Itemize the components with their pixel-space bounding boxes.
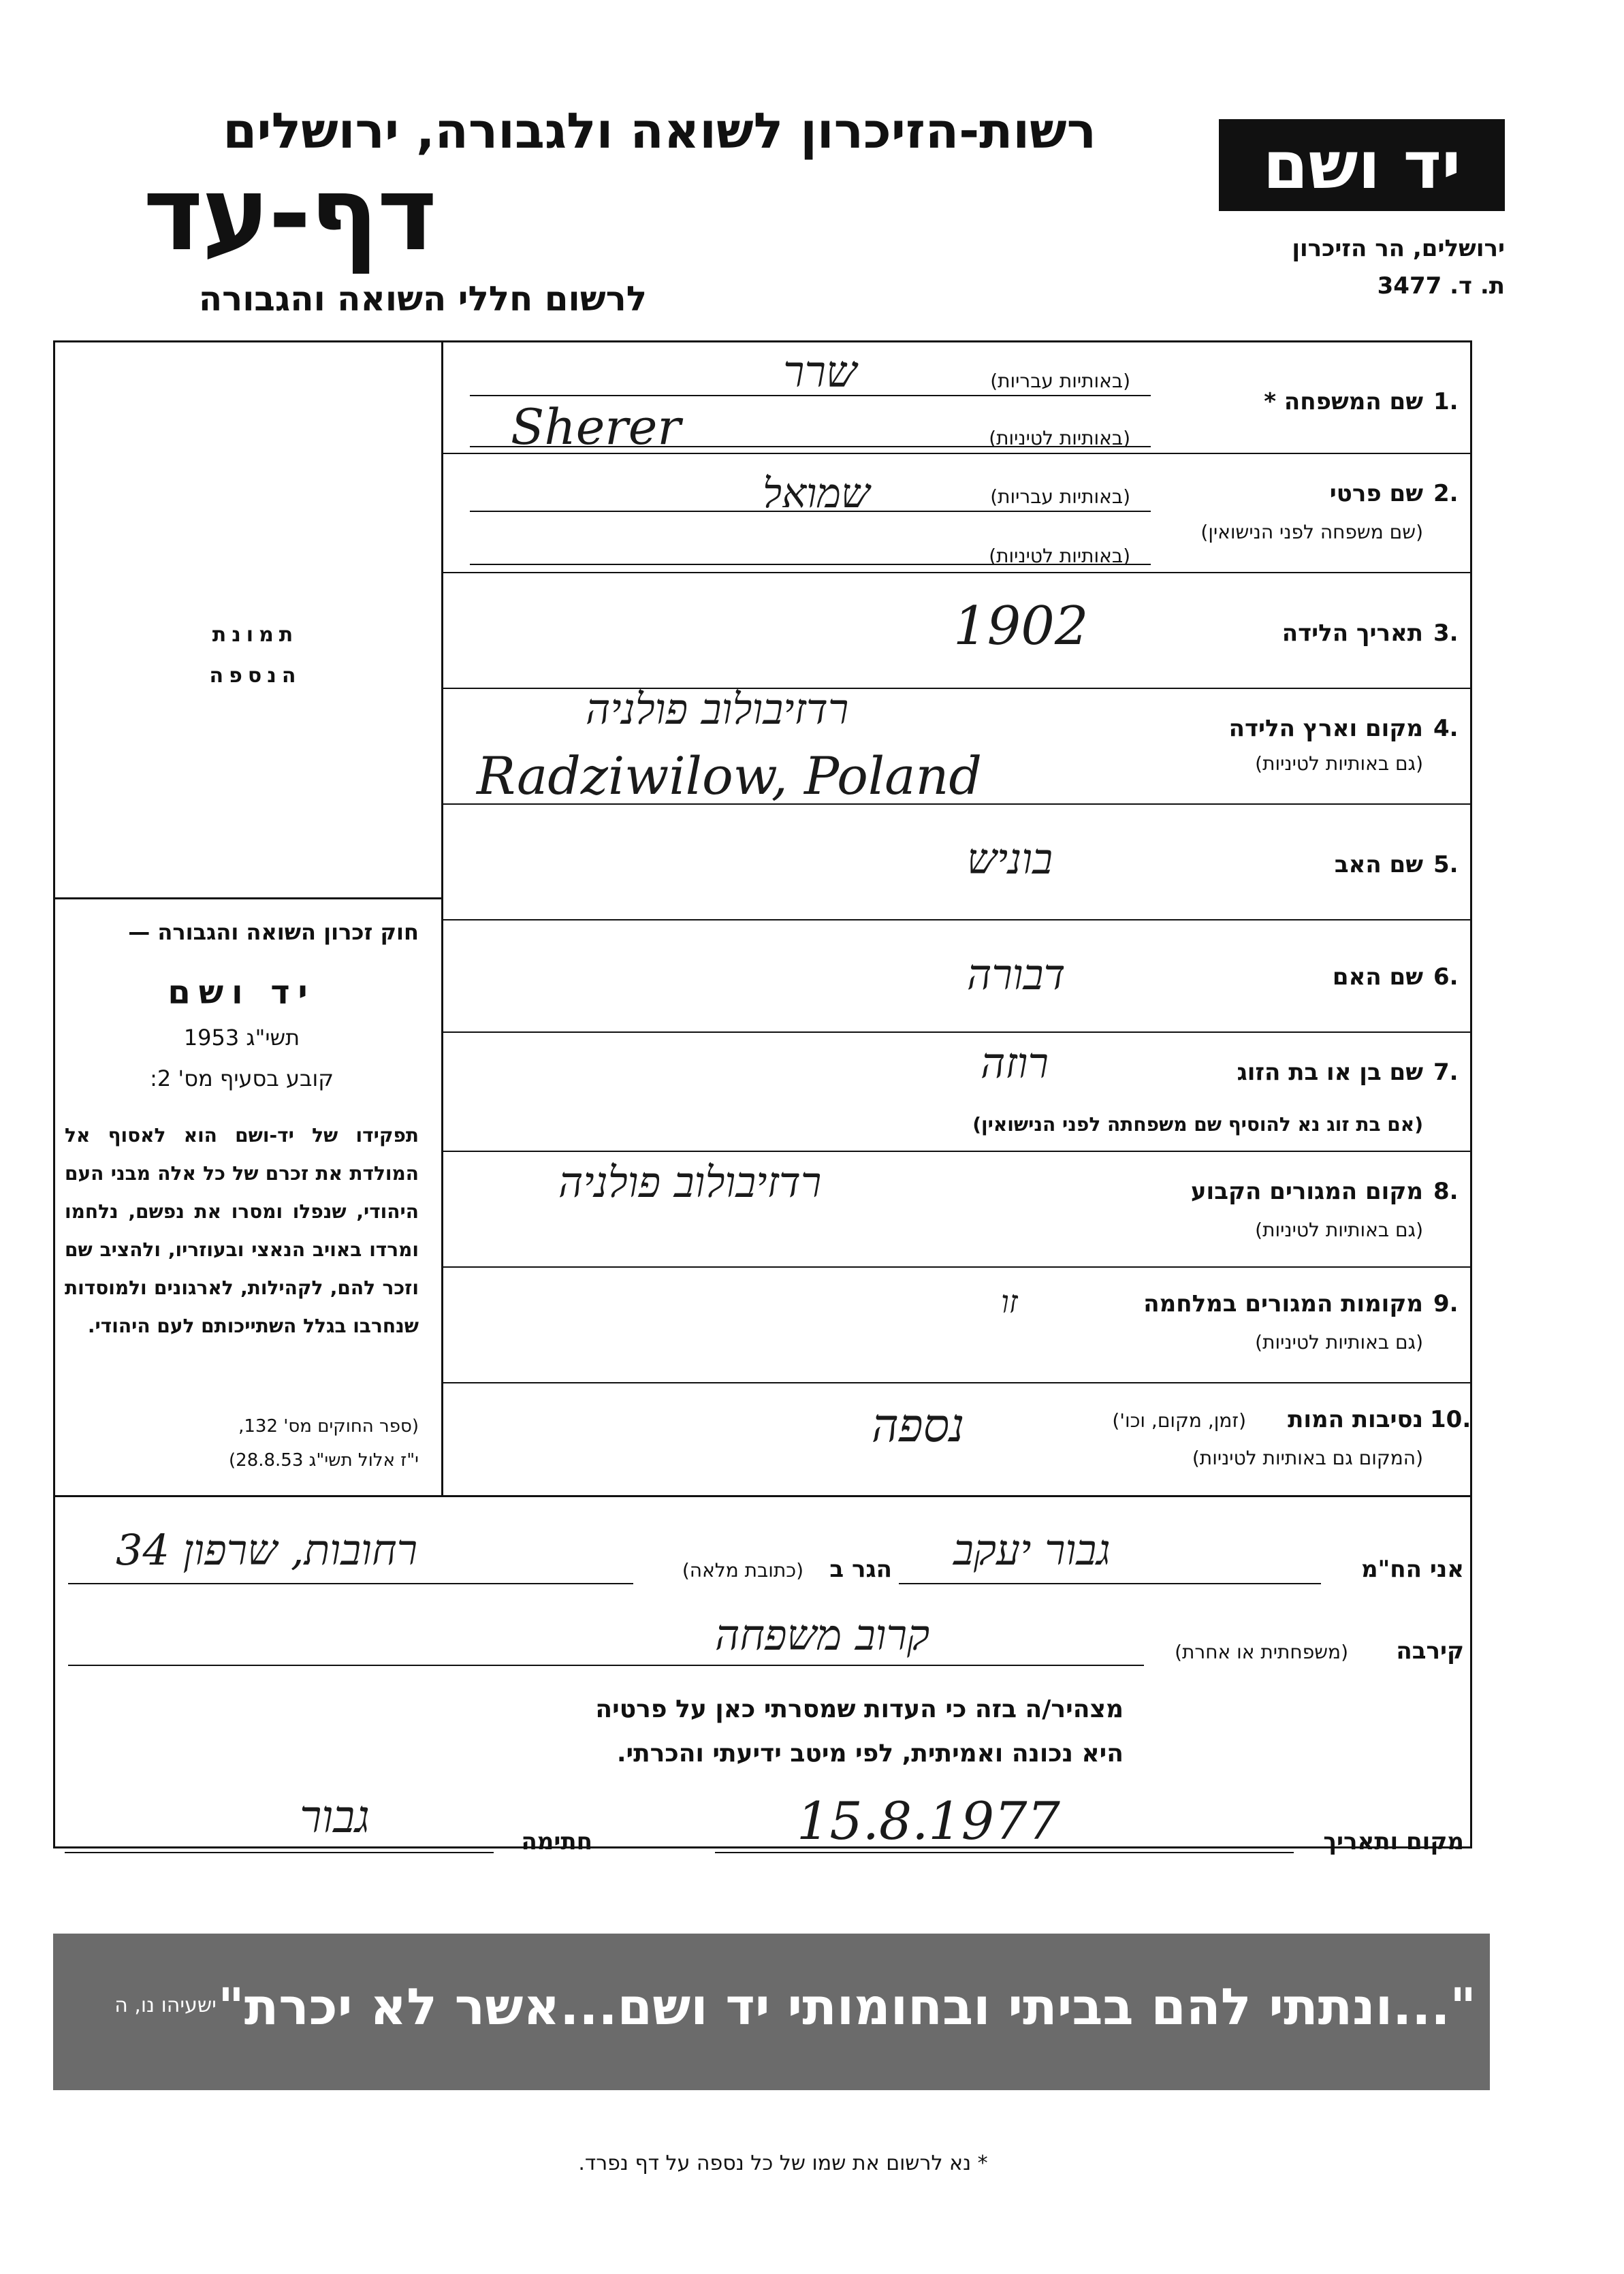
signature-line <box>65 1852 494 1853</box>
logo-text: יד ושם <box>1262 127 1461 204</box>
signature-value[interactable]: גבור <box>300 1791 370 1843</box>
field-5-number: 5. <box>1433 851 1459 878</box>
law-source-2: י"ז אלול תשי"ג 28.8.53) <box>229 1450 419 1471</box>
field-2-number: 2. <box>1433 480 1459 507</box>
field-8-label: מקום המגורים הקבוע <box>1190 1178 1423 1205</box>
field-6-value[interactable]: דבורה <box>967 950 1066 999</box>
field-9-number: 9. <box>1433 1290 1459 1317</box>
photo-label-2: הנספה <box>209 664 302 688</box>
field-2-value-hebrew[interactable]: שמואל <box>763 470 870 517</box>
address-hint: (כתובת מלאה) <box>682 1559 803 1582</box>
row-divider <box>443 572 1472 573</box>
field-1-value-latin[interactable]: Sherer <box>511 398 681 455</box>
field-10-hint: (זמן, מקום, וכו') <box>1112 1409 1246 1432</box>
pobox: ת. ד. 3477 <box>1377 272 1505 300</box>
address-line <box>68 1583 633 1584</box>
field-1-label: שם המשפחה * <box>1264 388 1423 415</box>
field-6-number: 6. <box>1433 963 1459 991</box>
field-3-label: תאריך הלידה <box>1281 620 1423 647</box>
relation-hint: (משפחתית או אחרת) <box>1175 1641 1348 1663</box>
field-1-value-hebrew[interactable]: שרר <box>783 347 857 398</box>
field-4-sublabel: (גם באותיות לטיניות) <box>1255 752 1423 775</box>
form-title: דף-עד <box>143 155 436 274</box>
row-divider <box>443 1151 1472 1152</box>
field-2-line-latin <box>470 564 1151 565</box>
field-10-sublabel: (המקום גם באותיות לטיניות) <box>1192 1447 1423 1469</box>
field-2-hint-hebrew: (באותיות עבריות) <box>990 485 1130 508</box>
place-date-label: מקום ותאריך <box>1323 1828 1464 1855</box>
law-clause: קובע בסעיף מס' 2: <box>150 1066 334 1091</box>
signature-label: חתימה <box>521 1828 592 1855</box>
field-9-label: מקומות המגורים במלחמה <box>1143 1290 1423 1317</box>
place-date-line <box>715 1852 1294 1853</box>
field-10-number: 10. <box>1430 1406 1471 1433</box>
declaration-resides: הגר ב <box>829 1556 892 1583</box>
field-9-sublabel: (גם באותיות לטיניות) <box>1255 1331 1423 1354</box>
field-2-sublabel: (שם משפחה לפני הנישואין) <box>1200 521 1423 543</box>
declaration-statement-2: היא נכונה ואמיתית, לפי מיטב ידיעתי והכרתי. <box>616 1740 1124 1767</box>
field-4-label: מקום וארץ הלידה <box>1228 715 1423 742</box>
field-7-sublabel: (אם בת זוג נא להוסיף שם משפחתה לפני הנישואין) <box>972 1113 1423 1136</box>
photo-divider <box>53 897 443 899</box>
field-7-label: שם בן או בת הזוג <box>1237 1059 1423 1086</box>
relation-label: קירבה <box>1396 1637 1464 1665</box>
field-2-label: שם פרטי <box>1329 480 1423 507</box>
law-text: תפקידו של יד-ושם הוא לאסוף אל המולדת את זכרם של כל אלה מבני העם היהודי, שנפלו ומסרו את נפשם, נלחמו ומרדו באויב הנאצי ובעוזריו, ולהציב שם וזכר להם, לקהילות, לארגונים ולמוסדות שנחרבו בגלל השתייכותם לעם היהודי. <box>65 1124 419 1337</box>
field-5-value[interactable]: בוניש <box>967 834 1053 884</box>
field-6-label: שם האם <box>1332 963 1423 991</box>
field-4-value-hebrew[interactable]: רדזיבולוב פולניה <box>586 684 849 734</box>
row-divider <box>443 919 1472 920</box>
declaration-statement-1: מצהיר/ה בזה כי העדות שמסרתי כאן על פרטיה <box>595 1695 1124 1723</box>
relation-line <box>68 1665 1144 1666</box>
field-4-value-latin[interactable]: Radziwilow, Poland <box>477 746 983 806</box>
field-1-number: 1. <box>1433 388 1459 415</box>
quote-banner <box>53 1934 1490 2090</box>
field-9-value[interactable]: זו <box>1001 1283 1018 1320</box>
declaration-iam: אני הח"מ <box>1360 1556 1464 1583</box>
footnote: * נא לרשום את שמו של כל נספה על דף נפרד. <box>578 2151 988 2175</box>
field-10-label: נסיבות המות <box>1288 1406 1423 1433</box>
address: ירושלים, הר הזיכרון <box>1292 235 1505 262</box>
declarant-relation[interactable]: קרוב משפחה <box>715 1610 930 1660</box>
field-1-hint-latin: (באותיות לטיניות) <box>989 427 1130 449</box>
form-subtitle: לרשום חללי השואה והגבורה <box>198 279 647 319</box>
field-10-value[interactable]: נספה <box>872 1399 965 1453</box>
row-divider <box>443 1266 1472 1268</box>
field-2-hint-latin: (באותיות לטיניות) <box>989 545 1130 567</box>
column-divider <box>441 340 443 1496</box>
field-7-value[interactable]: רוזה <box>981 1038 1049 1088</box>
photo-label-1: תמונת <box>212 623 299 647</box>
law-name: יד ושם <box>168 974 316 1012</box>
banner-quote: "...ונתתי להם בביתי ובחומותי יד ושם...אשר לא יכרת" <box>218 1978 1476 2036</box>
field-8-number: 8. <box>1433 1178 1459 1205</box>
field-1-hint-hebrew: (באותיות עבריות) <box>990 370 1130 392</box>
field-8-sublabel: (גם באותיות לטיניות) <box>1255 1219 1423 1241</box>
field-4-number: 4. <box>1433 715 1459 742</box>
field-3-number: 3. <box>1433 620 1459 647</box>
field-3-value[interactable]: 1902 <box>953 596 1089 657</box>
yad-vashem-logo <box>1219 119 1505 211</box>
law-heading: חוק זכרון השואה והגבורה — <box>128 919 419 945</box>
field-7-number: 7. <box>1433 1059 1459 1086</box>
section-divider <box>53 1495 1472 1497</box>
law-year: תשי"ג 1953 <box>183 1025 300 1051</box>
banner-source: ישעיהו נו, ה <box>114 1993 217 2017</box>
field-8-value[interactable]: רדזיבולוב פולניה <box>558 1157 822 1207</box>
row-divider <box>443 1031 1472 1033</box>
declarant-name-line <box>899 1583 1321 1584</box>
authority-title: רשות-הזיכרון לשואה ולגבורה, ירושלים <box>223 102 1096 159</box>
row-divider <box>443 1382 1472 1383</box>
declarant-name[interactable]: גבור יעקב <box>953 1525 1111 1575</box>
law-source-1: (ספר החוקים מס' 132, <box>238 1416 419 1437</box>
place-date-value[interactable]: 15.8.1977 <box>797 1791 1060 1851</box>
declarant-address[interactable]: רחובות, שרפון 34 <box>116 1525 418 1575</box>
field-5-label: שם האב <box>1334 851 1423 878</box>
